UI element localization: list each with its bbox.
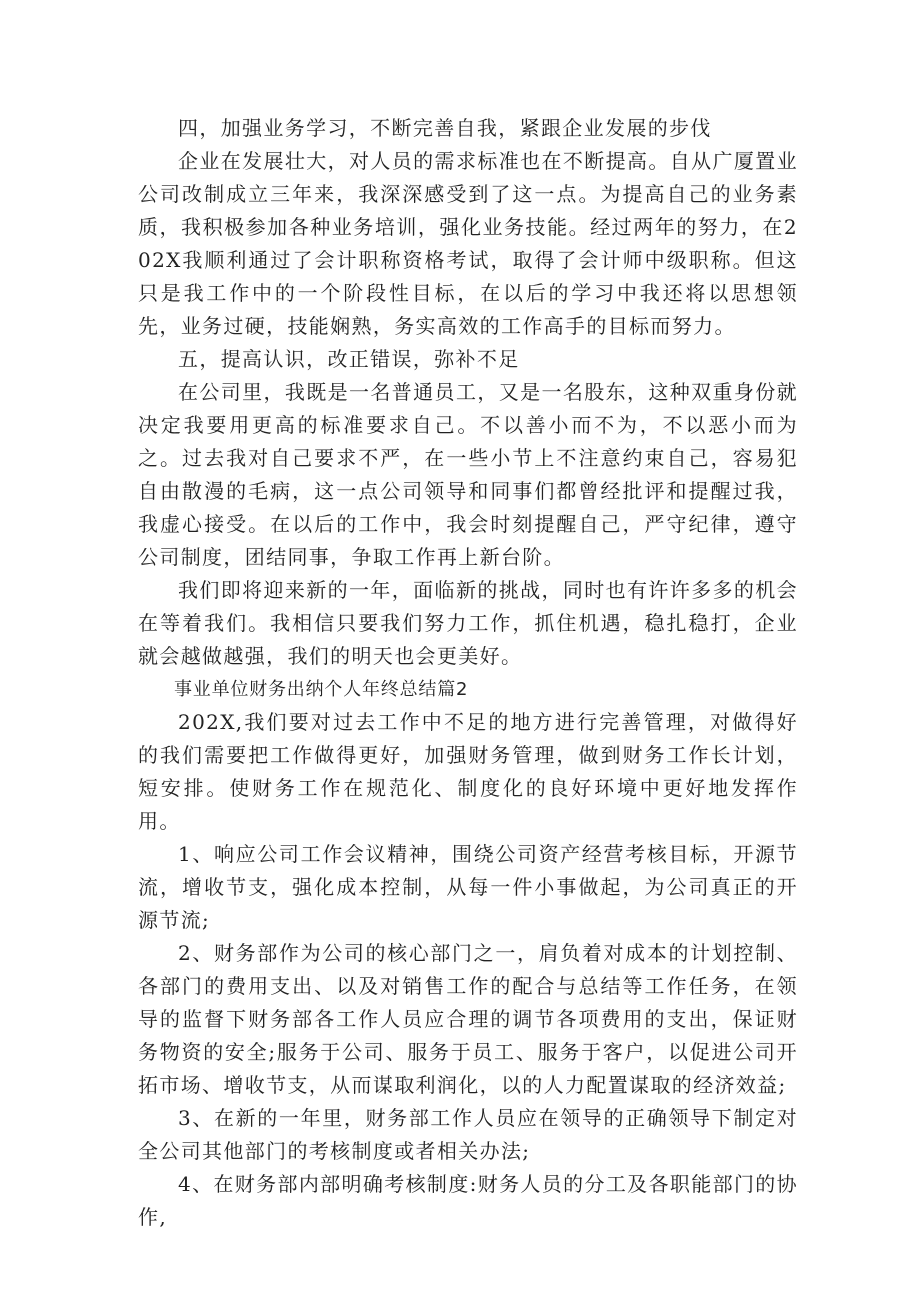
paragraph: 企业在发展壮大，对人员的需求标准也在不断提高。自从广厦置业公司改制成立三年来，我深深感受到了这一点。为提高自己的业务素质，我积极参加各种业务培训，强化业务技能。经过两年的努力，在202X我顺利通过了会计职称资格考试，取得了会计师中级职称。但这只是我工作中的一个阶段性目标，在以后的学习中我还将以思想领先，业务过硬，技能娴熟，务实高效的工作高手的目标而努力。 [138, 149, 798, 338]
section-heading-4: 四，加强业务学习，不断完善自我，紧跟企业发展的步伐 [178, 116, 712, 140]
section-heading-5: 五，提高认识，改正错误，弥补不足 [178, 347, 520, 371]
paragraph: 202X,我们要对过去工作中不足的地方进行完善管理，对做得好的我们需要把工作做得更好，加强财务管理，做到财务工作长计划，短安排。使财务工作在规范化、制度化的良好环境中更好地发挥作用。 [138, 710, 798, 833]
article-title: 事业单位财务出纳个人年终总结篇2 [174, 679, 469, 700]
paragraph: 在公司里，我既是一名普通员工，又是一名股东，这种双重身份就决定我要用更高的标准要求自己。不以善小而不为，不以恶小而为之。过去我对自己要求不严，在一些小节上不注意约束自己，容易犯自由散漫的毛病，这一点公司领导和同事们都曾经批评和提醒过我，我虚心接受。在以后的工作中，我会时刻提醒自己，严守纪律，遵守公司制度，团结同事，争取工作再上新台阶。 [138, 380, 798, 569]
document-body [138, 112, 798, 1234]
paragraph: 我们即将迎来新的一年，面临新的挑战，同时也有许许多多的机会在等着我们。我相信只要我们努力工作，抓住机遇，稳扎稳打，企业就会越做越强，我们的明天也会更美好。 [138, 578, 798, 668]
list-item: 4、在财务部内部明确考核制度:财务人员的分工及各职能部门的协作, [138, 1172, 798, 1229]
list-item: 1、响应公司工作会议精神，围绕公司资产经营考核目标，开源节流，增收节支，强化成本控制，从每一件小事做起，为公司真正的开源节流; [138, 842, 798, 932]
list-item: 3、在新的一年里，财务部工作人员应在领导的正确领导下制定对全公司其他部门的考核制度或者相关办法; [138, 1106, 798, 1163]
list-item: 2、财务部作为公司的核心部门之一，肩负着对成本的计划控制、各部门的费用支出、以及对销售工作的配合与总结等工作任务，在领导的监督下财务部各工作人员应合理的调节各项费用的支出，保证财务物资的安全;服务于公司、服务于员工、服务于客户，以促进公司开拓市场、增收节支，从而谋取利润化，以的人力配置谋取的经济效益; [138, 941, 798, 1097]
